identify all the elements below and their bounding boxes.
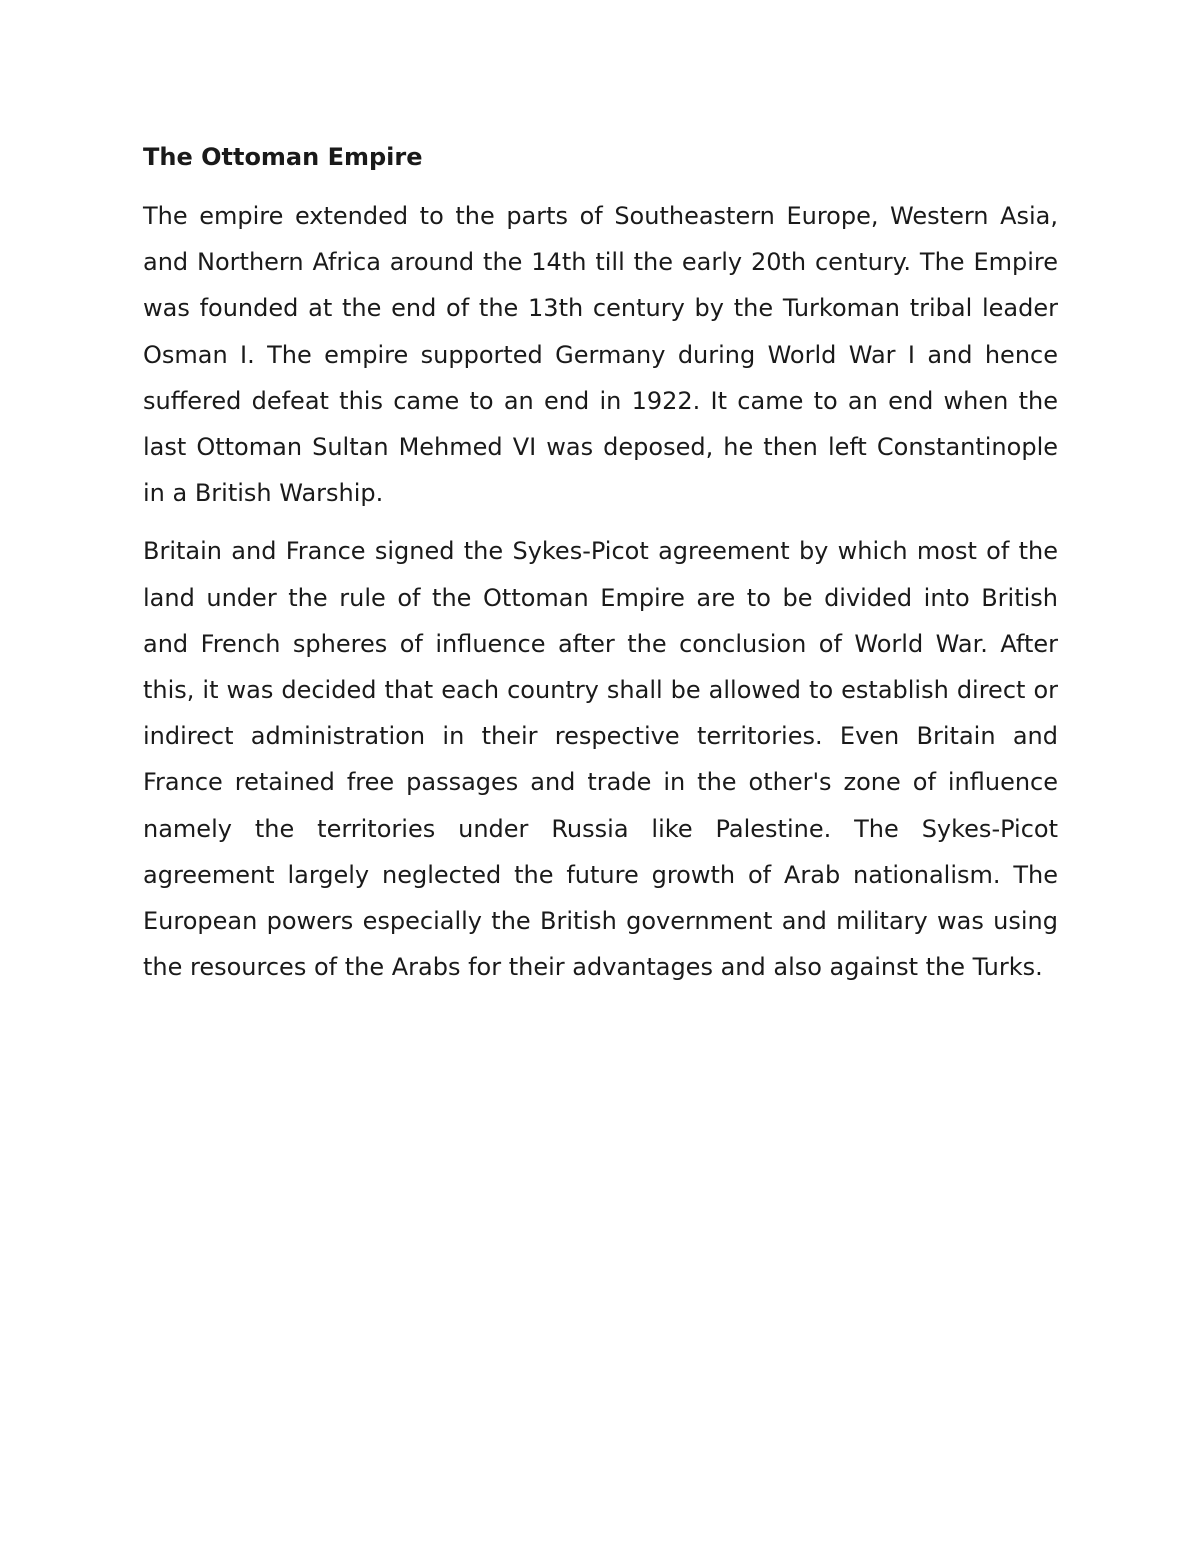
paragraph-sykes-picot: Britain and France signed the Sykes-Picot agreement by which most of the land under the rule of the Ottoman Empire are to be divided into British and French spheres of influence after the conclusion of World War. After this, it was decided that each country shall be allowed to establish direct or indirect administration in their respective territories. Even Britain and France retained free passages and trade in the other's zone of influence namely the territories under Russia like Palestine. The Sykes-Picot agreement largely neglected the future growth of Arab nationalism. The European powers especially the British government and military was using the resources of the Arabs for their advantages and also against the Turks. xyxy=(143,537,1058,982)
document-page xyxy=(143,138,1058,1002)
paragraph-ottoman-history: The empire extended to the parts of Southeastern Europe, Western Asia, and Northern Africa around the 14th till the early 20th century. The Empire was founded at the end of the 13th century by the Turkoman tribal leader Osman I. The empire supported Germany during World War I and hence suffered defeat this came to an end in 1922. It came to an end when the last Ottoman Sultan Mehmed VI was deposed, he then left Constantinople in a British Warship. xyxy=(143,202,1058,508)
document-title: The Ottoman Empire xyxy=(143,143,423,171)
